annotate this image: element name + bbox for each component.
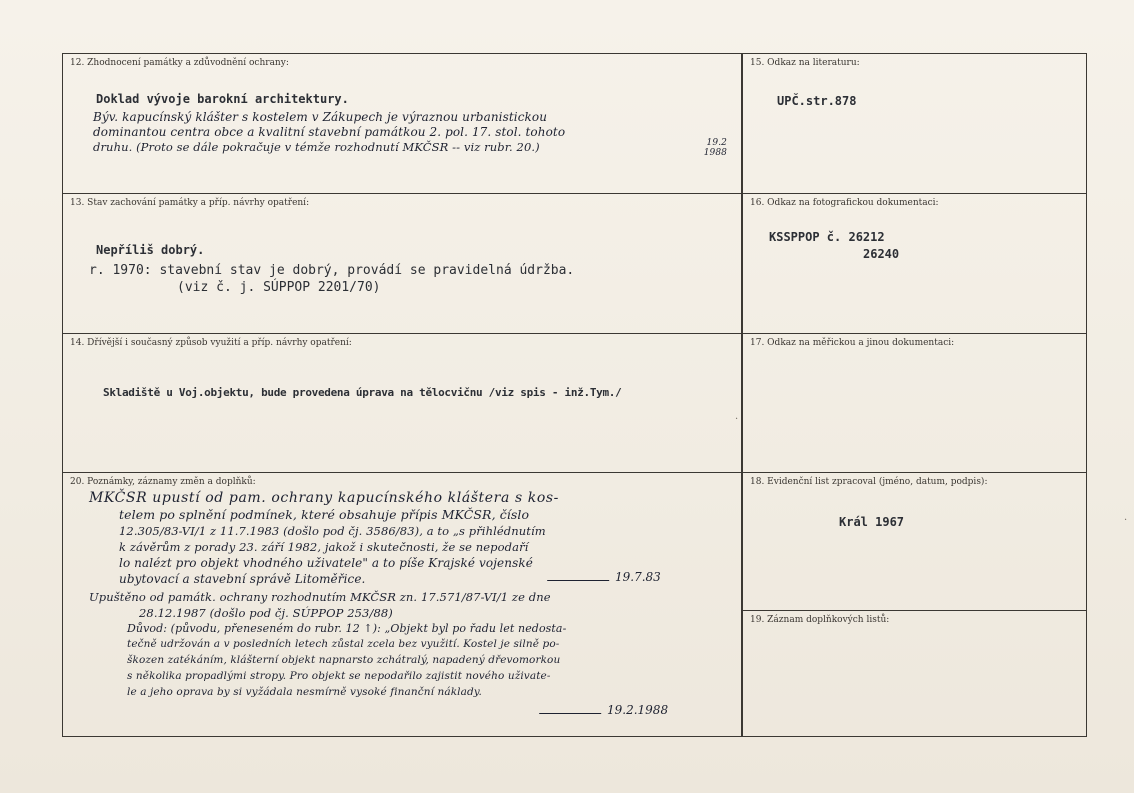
box-12-hand-line-2: dominantou centra obce a kvalitní stavební památkou 2. pol. 17. stol. tohoto xyxy=(93,125,566,139)
signature-2-date: 19.2.1988 xyxy=(607,703,669,717)
box-19-label: 19. Záznam doplňkových listů: xyxy=(750,615,890,625)
box-20-hand1-line-6: ubytovací a stavební správě Litoměřice. xyxy=(119,572,366,586)
box-12-date-note: 19.2 1988 xyxy=(703,138,727,158)
box-13-typed-line-3: (viz č. j. SÚPPOP 2201/70) xyxy=(177,280,381,295)
box-20-label: 20. Poznámky, záznamy změn a doplňků: xyxy=(70,477,256,487)
box-20-hand1-line-3: 12.305/83-VI/1 z 11.7.1983 (došlo pod čj. 3586/83), a to „s přihlédnutím xyxy=(119,524,546,538)
box-18-typed: Král 1967 xyxy=(839,515,905,529)
box-16-typed-line-2: 26240 xyxy=(863,247,900,261)
box-12-assessment xyxy=(62,53,742,194)
box-17-label: 17. Odkaz na měřickou a jinou dokumentaci: xyxy=(750,338,955,348)
box-12-hand-line-3: druhu. (Proto se dále pokračuje v témže rozhodnutí MKČSR -- viz rubr. 20.) xyxy=(93,140,540,154)
box-13-typed-line-2: r. 1970: stavební stav je dobrý, provádí se pravidelná údržba. xyxy=(89,263,575,278)
signature-2-scribble xyxy=(539,703,605,714)
box-15-typed: UPČ.str.878 xyxy=(777,94,857,108)
box-20-hand1-line-5: lo nalézt pro objekt vhodného uživatele" a to píše Krajské vojenské xyxy=(119,556,533,570)
box-18-processed-by xyxy=(742,472,1087,611)
box-14-usage xyxy=(62,333,742,473)
box-18-label: 18. Evidenční list zpracoval (jméno, datum, podpis): xyxy=(750,477,988,487)
box-16-typed-line-1: KSSPPOP č. 26212 xyxy=(769,230,885,244)
box-20-hand2-line-3: Důvod: (původu, přeneseném do rubr. 12 ↑): „Objekt byl po řadu let nedosta- xyxy=(127,622,567,635)
box-12-typed: Doklad vývoje barokní architektury. xyxy=(96,92,349,106)
box-20-hand2-line-4: tečně udržován a v posledních letech zůstal zcela bez využití. Kostel je silně po- xyxy=(127,638,560,650)
box-16-label: 16. Odkaz na fotografickou dokumentaci: xyxy=(750,198,939,208)
signature-1-scribble xyxy=(547,570,613,581)
box-20-signature-2 xyxy=(541,703,668,717)
box-15-literature xyxy=(742,53,1087,194)
box-13-typed-line-1: Nepříliš dobrý. xyxy=(96,243,205,257)
box-17-measurement-documentation xyxy=(742,333,1087,473)
box-20-hand2-line-1: Upuštěno od památk. ochrany rozhodnutím MKČSR zn. 17.571/87-VI/1 ze dne xyxy=(89,590,551,604)
box-20-hand1-line-1: MKČSR upustí od pam. ochrany kapucínského kláštera s kos- xyxy=(89,490,560,506)
box-13-label: 13. Stav zachování památky a příp. návrhy opatření: xyxy=(70,198,310,208)
box-14-typed: Skladiště u Voj.objektu, bude provedena úprava na tělocvičnu /viz spis - inž.Tym./ xyxy=(103,386,622,399)
box-13-condition xyxy=(62,193,742,334)
box-19-supplementary-sheets xyxy=(742,610,1087,737)
box-20-hand2-line-2: 28.12.1987 (došlo pod čj. SÚPPOP 253/88) xyxy=(139,606,393,620)
box-12-hand-line-1: Býv. kapucínský klášter s kostelem v Zákupech je výraznou urbanistickou xyxy=(93,110,548,124)
box-20-notes xyxy=(62,472,742,737)
box-20-hand2-line-6: s několika propadlými stropy. Pro objekt se nepodařilo zajistit nového uživate- xyxy=(127,670,551,682)
box-16-photo-documentation xyxy=(742,193,1087,334)
margin-mark: · xyxy=(1124,515,1128,526)
box-14-stray-mark: · xyxy=(735,414,739,425)
box-20-hand1-line-2: telem po splnění podmínek, které obsahuje přípis MKČSR, číslo xyxy=(119,507,530,522)
box-20-signature-1 xyxy=(549,570,661,584)
box-12-label: 12. Zhodnocení památky a zdůvodnění ochrany: xyxy=(70,58,289,68)
box-20-hand1-line-4: k závěrům z porady 23. září 1982, jakož i skutečnosti, že se nepodaří xyxy=(119,540,529,554)
signature-1-date: 19.7.83 xyxy=(615,570,661,584)
box-20-hand2-line-5: škozen zatékáním, klášterní objekt napnarsto zchátralý, napadený dřevomorkou xyxy=(127,654,561,666)
box-15-label: 15. Odkaz na literaturu: xyxy=(750,58,860,68)
box-14-label: 14. Dřívější i současný způsob využití a příp. návrhy opatření: xyxy=(70,338,352,348)
box-20-hand2-line-7: le a jeho oprava by si vyžádala nesmírně vysoké finanční náklady. xyxy=(127,686,482,698)
